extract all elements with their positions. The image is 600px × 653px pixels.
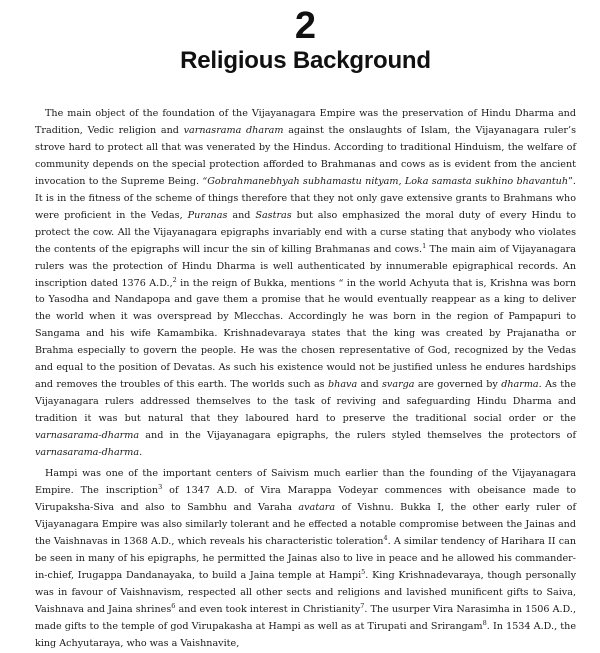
footnote-ref: 5 — [361, 567, 366, 576]
text-run: The main aim of Vijayanagara rulers was the protection of Hindu Dharma is well authenticated by innumerable epigraphical records. An inscription dated 1376 A.D., — [35, 243, 576, 289]
text-run: and — [227, 209, 256, 221]
footnote-ref: 7 — [360, 601, 365, 610]
text-run: As the Vijayanagara rulers addressed themselves to the task of reviving and safeguarding Hindu Dharma and tradition it was but natural that they laboured hard to preserve the traditional social order or the — [35, 379, 577, 425]
footnote-ref: 4 — [383, 533, 388, 542]
text-run: are governed by — [414, 379, 502, 391]
text-run: . — [139, 447, 143, 459]
text-run: . A similar tendency of Harihara II can be seen in many of his epigraphs, he permitted the Jainas also to live in peace and he allowed his commander-in-chief, Irugappa Dandanayaka, to build a Jaina temple at Hampi — [35, 535, 577, 581]
footnote-ref: 1 — [422, 241, 427, 250]
footnote-ref: 8 — [482, 618, 487, 627]
text-run: ”. It is in the fitness of the scheme of things therefore that they not only gave extensive grants to Brahmans who were proficient in the Vedas, — [35, 175, 576, 221]
text-run: . King Krishnadevaraya, though personally was in favour of Vaishnavism, respected all other sects and religions and lavished munificent gifts to Saiva, Vaishnava and Jaina shrines — [35, 569, 576, 615]
text-run: but also emphasized the moral duty of every Hindu to protect the cow. All the Vijayanagara epigraphs invariably end with a curse stating that anybody who violates the contents of the epigraphs will incur the sin of killing Brahmanas and cows. — [35, 209, 576, 255]
italic-term: svarga — [382, 379, 415, 391]
text-run: and in the Vijayanagara epigraphs, the rulers styled themselves the protectors of — [139, 430, 576, 442]
italic-term: avatara — [298, 501, 336, 513]
text-run: of Vishnu. Bukka I, the other early ruler of Vijayanagara Empire was also similarly tolerant and he effected a notable compromise between the Jainas and the Vaishnavas in 1368 A.D., which reveals his characteristic toleration — [35, 501, 576, 547]
italic-term: varnasarama-dharma — [35, 430, 140, 442]
text-run: and — [357, 379, 382, 391]
text-run: in the reign of Bukka, mentions “ in the world Achyuta that is, Krishna was born to Yasodha and Nandapopa and gave them a promise that he would eventually reappear as a king to deliver the world when it was overspread by Mlecchas. Accordingly he was born in the region of Pampapuri to Sangama and his wife Kamambika. Krishnadevaraya states that the king was created by Prajanatha or Brahma especially to govern the people. He was the chosen representative of God, recognized by the Vedas and equal to the position of Devatas. As such his existence would not be justified unless he endures hardships and removes the troubles of this earth. The worlds such as — [35, 277, 577, 391]
footnote-ref: 2 — [172, 275, 177, 284]
text-run: . In 1534 A.D., the king Achyutaraya, who was a Vaishnavite, — [35, 620, 576, 649]
italic-term: Puranas — [187, 209, 228, 221]
italic-term: dharma. — [501, 379, 542, 391]
italic-term: Gobrahmanebhyah subhamastu nityam, Loka samasta sukhino bhavantuh — [207, 175, 569, 187]
text-run: . The usurper Vira Narasimha in 1506 A.D., made gifts to the temple of god Virupakasha at Hampi as well as at Tirupati and Srirangam — [35, 603, 576, 632]
italic-term: varnasarama-dharma — [35, 447, 140, 459]
italic-term: Sastras — [255, 209, 292, 221]
chapter-number: 2 — [294, 5, 317, 47]
paragraph — [35, 466, 576, 652]
paragraph — [35, 106, 576, 462]
text-run: The main object of the foundation of the Vijayanagara Empire was the preservation of Hindu Dharma and Tradition, Vedic religion and — [35, 108, 576, 136]
footnote-ref: 6 — [171, 601, 176, 610]
footnote-ref: 3 — [158, 482, 163, 491]
text-run: Hampi was one of the important centers of Saivism much earlier than the founding of the Vijayanagara Empire. The inscription — [35, 468, 576, 496]
chapter-title: Religious Background — [180, 47, 431, 74]
text-run: and even took interest in Christianity — [175, 603, 361, 615]
text-run: against the onslaughts of Islam, the Vijayanagara ruler’s strove hard to protect all that was venerated by the Hindus. According to traditional Hinduism, the welfare of community depends on the special protection afforded to Brahmanas and cows as is evident from the ancient invocation to the Supreme Being. “ — [35, 124, 576, 187]
text-run: of 1347 A.D. of Vira Marappa Vodeyar commences with obeisance made to Virupaksha-Siva and also to Sambhu and Varaha — [35, 484, 577, 513]
italic-term: bhava — [328, 379, 358, 391]
body-text — [35, 106, 576, 653]
italic-term: varnasrama dharam — [183, 124, 284, 136]
